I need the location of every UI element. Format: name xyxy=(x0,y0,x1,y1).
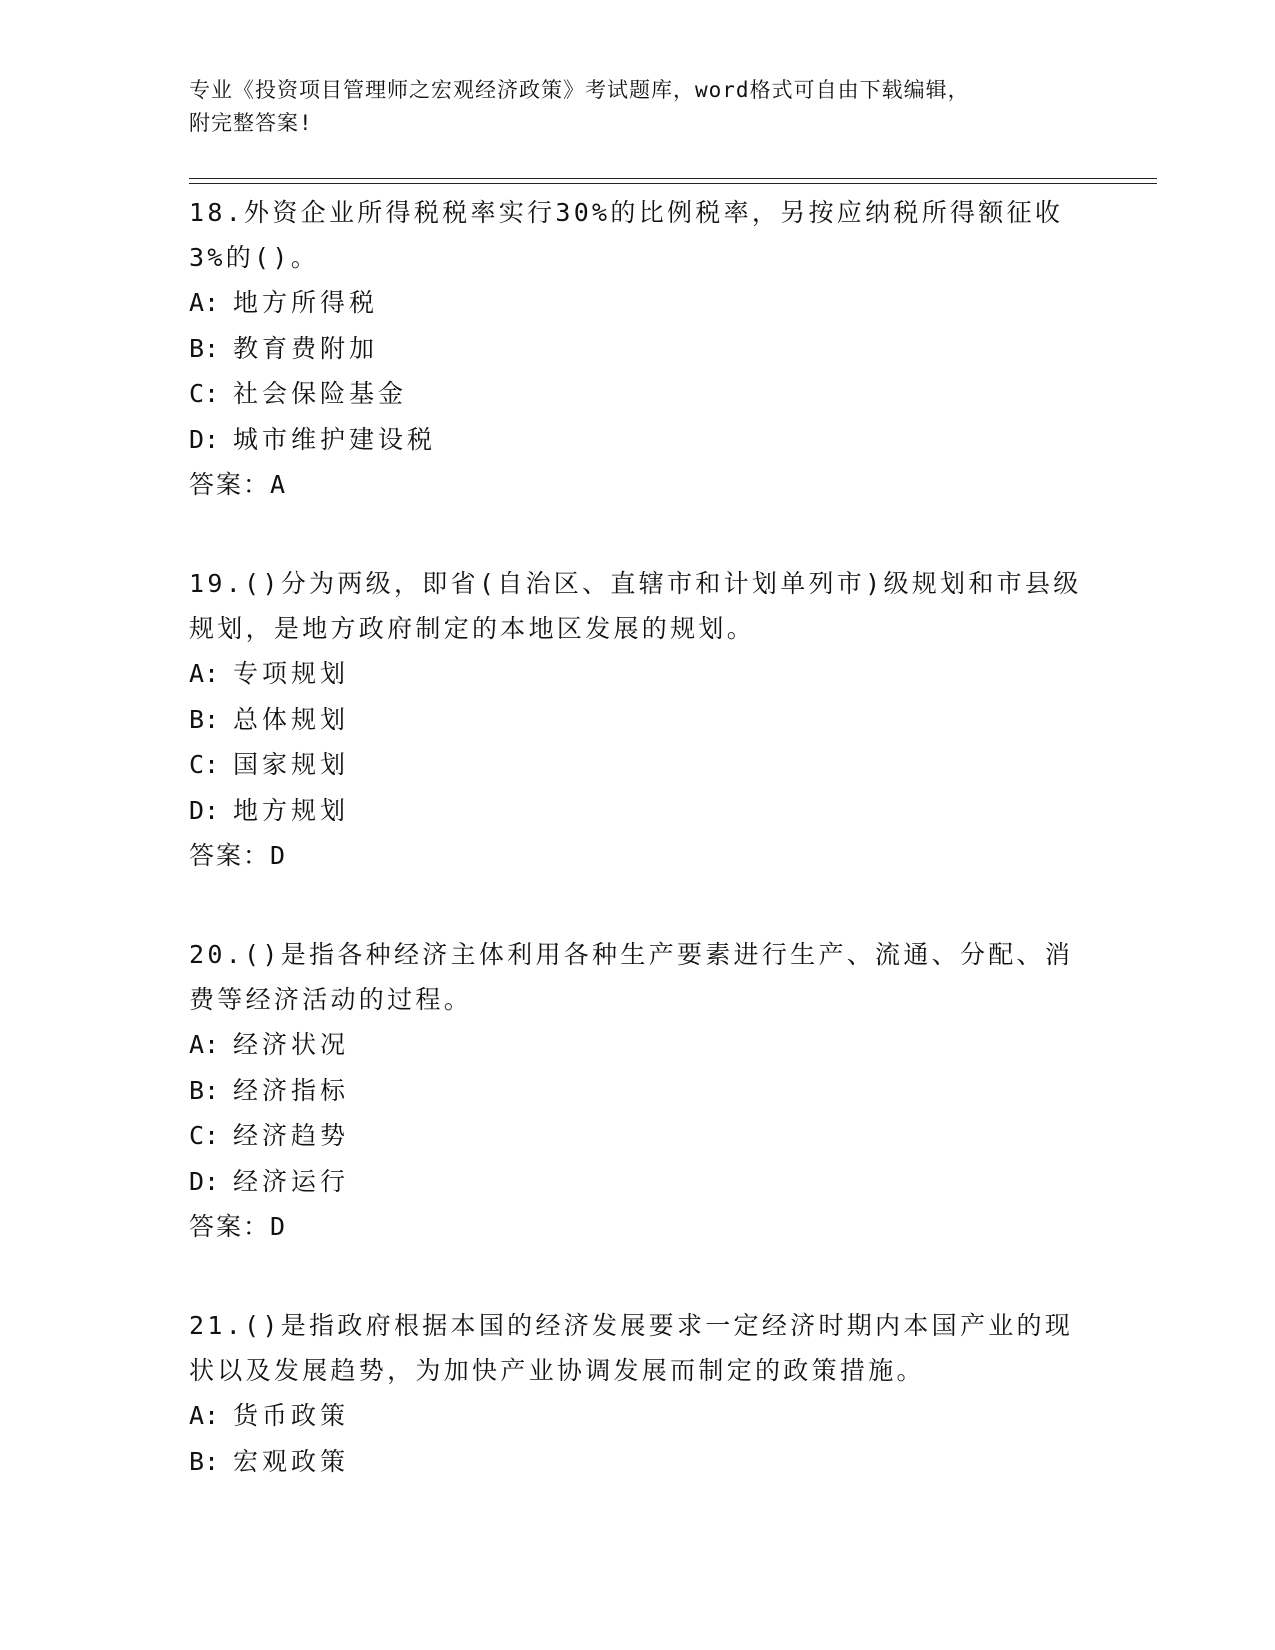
option-key: D: xyxy=(189,424,220,454)
option-b xyxy=(189,1068,1089,1114)
header-line-1: 专业《投资项目管理师之宏观经济政策》考试题库，word格式可自由下载编辑， xyxy=(189,78,970,102)
option-key: C: xyxy=(189,379,220,408)
option-d xyxy=(189,788,1089,834)
header-divider-bottom xyxy=(189,183,1157,184)
option-a xyxy=(189,280,1089,326)
option-key: D: xyxy=(189,795,220,825)
option-text: 教育费附加 xyxy=(233,333,379,363)
option-key: A: xyxy=(189,288,220,317)
header-divider-top xyxy=(189,178,1157,179)
option-d xyxy=(189,1159,1089,1205)
option-text: 经济运行 xyxy=(233,1166,350,1196)
answer-line: 答案：A xyxy=(189,470,288,499)
option-b xyxy=(189,326,1089,372)
question-list xyxy=(189,190,1089,1537)
answer-line: 答案：D xyxy=(189,841,288,870)
option-key: A: xyxy=(189,1030,220,1059)
question-stem: 20.()是指各种经济主体利用各种生产要素进行生产、流通、分配、消费等经济活动的过程。 xyxy=(189,940,1074,1014)
option-a xyxy=(189,1022,1089,1068)
option-key: D: xyxy=(189,1166,220,1196)
option-d xyxy=(189,417,1089,463)
option-text: 地方所得税 xyxy=(233,288,379,317)
question-stem: 21.()是指政府根据本国的经济发展要求一定经济时期内本国产业的现状以及发展趋势，为加快产业协调发展而制定的政策措施。 xyxy=(189,1311,1074,1385)
option-b xyxy=(189,697,1089,743)
option-key: A: xyxy=(189,1401,220,1430)
option-key: B: xyxy=(189,1075,220,1105)
option-a xyxy=(189,651,1089,697)
question-stem: 18.外资企业所得税税率实行30%的比例税率，另按应纳税所得额征收3%的()。 xyxy=(189,198,1064,272)
option-text: 宏观政策 xyxy=(233,1446,350,1476)
option-text: 总体规划 xyxy=(233,704,350,734)
option-c xyxy=(189,742,1089,788)
option-key: C: xyxy=(189,750,220,779)
option-text: 经济指标 xyxy=(233,1075,350,1105)
option-text: 国家规划 xyxy=(233,750,350,779)
option-text: 城市维护建设税 xyxy=(233,424,437,454)
option-text: 专项规划 xyxy=(233,659,350,688)
question-19 xyxy=(189,561,1089,879)
option-text: 经济趋势 xyxy=(233,1121,350,1150)
option-key: A: xyxy=(189,659,220,688)
option-text: 社会保险基金 xyxy=(233,379,408,408)
question-stem: 19.()分为两级，即省(自治区、直辖市和计划单列市)级规划和市县级规划，是地方政府制定的本地区发展的规划。 xyxy=(189,569,1082,643)
question-21 xyxy=(189,1303,1089,1484)
option-c xyxy=(189,371,1089,417)
option-c xyxy=(189,1113,1089,1159)
option-text: 地方规划 xyxy=(233,795,350,825)
option-key: B: xyxy=(189,1446,220,1476)
option-a xyxy=(189,1393,1089,1439)
option-key: B: xyxy=(189,333,220,363)
header-line-2: 附完整答案! xyxy=(189,111,313,135)
option-b xyxy=(189,1439,1089,1485)
document-header xyxy=(189,74,1069,140)
question-20 xyxy=(189,932,1089,1250)
question-18 xyxy=(189,190,1089,508)
option-text: 货币政策 xyxy=(233,1401,350,1430)
option-text: 经济状况 xyxy=(233,1030,350,1059)
answer-line: 答案：D xyxy=(189,1212,288,1241)
option-key: B: xyxy=(189,704,220,734)
option-key: C: xyxy=(189,1121,220,1150)
